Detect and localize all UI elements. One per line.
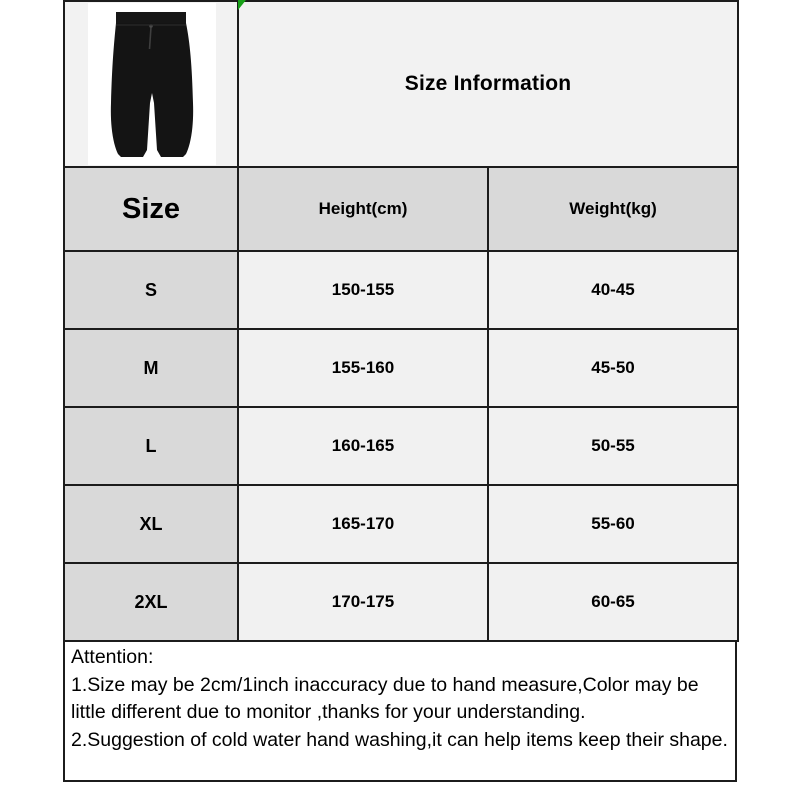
pants-body [111, 23, 193, 157]
product-photo [88, 3, 216, 165]
attention-note-box [63, 640, 737, 782]
height-value-l: 160-165 [238, 407, 488, 485]
column-header-weight: Weight(kg) [488, 167, 738, 251]
weight-value-xl: 55-60 [488, 485, 738, 563]
attention-note-2: 2.Suggestion of cold water hand washing,it can help items keep their shape. [71, 728, 728, 751]
height-value-xl: 165-170 [238, 485, 488, 563]
weight-value-m: 45-50 [488, 329, 738, 407]
top-row [64, 1, 738, 167]
attention-note-1: 1.Size may be 2cm/1inch inaccuracy due to hand measure,Color may be little different due to monitor ,thanks for your understanding. [71, 673, 699, 723]
size-label-2xl: 2XL [64, 563, 238, 641]
weight-value-2xl: 60-65 [488, 563, 738, 641]
green-corner-marker [238, 0, 246, 10]
table-row-s [64, 251, 738, 329]
size-label-l: L [64, 407, 238, 485]
height-value-s: 150-155 [238, 251, 488, 329]
column-header-size: Size [64, 167, 238, 251]
table-header-row [64, 167, 738, 251]
table-row-l [64, 407, 738, 485]
size-label-s: S [64, 251, 238, 329]
page-title: Size Information [238, 1, 738, 167]
size-info-sheet [63, 0, 737, 782]
column-header-height: Height(cm) [238, 167, 488, 251]
table-row-2xl [64, 563, 738, 641]
black-pants-image [88, 3, 216, 165]
table-row-m [64, 329, 738, 407]
size-label-xl: XL [64, 485, 238, 563]
product-image-cell [64, 1, 238, 167]
weight-value-s: 40-45 [488, 251, 738, 329]
attention-heading: Attention: [71, 646, 154, 668]
weight-value-l: 50-55 [488, 407, 738, 485]
height-value-m: 155-160 [238, 329, 488, 407]
size-table [63, 0, 739, 642]
height-value-2xl: 170-175 [238, 563, 488, 641]
size-label-m: M [64, 329, 238, 407]
table-row-xl [64, 485, 738, 563]
